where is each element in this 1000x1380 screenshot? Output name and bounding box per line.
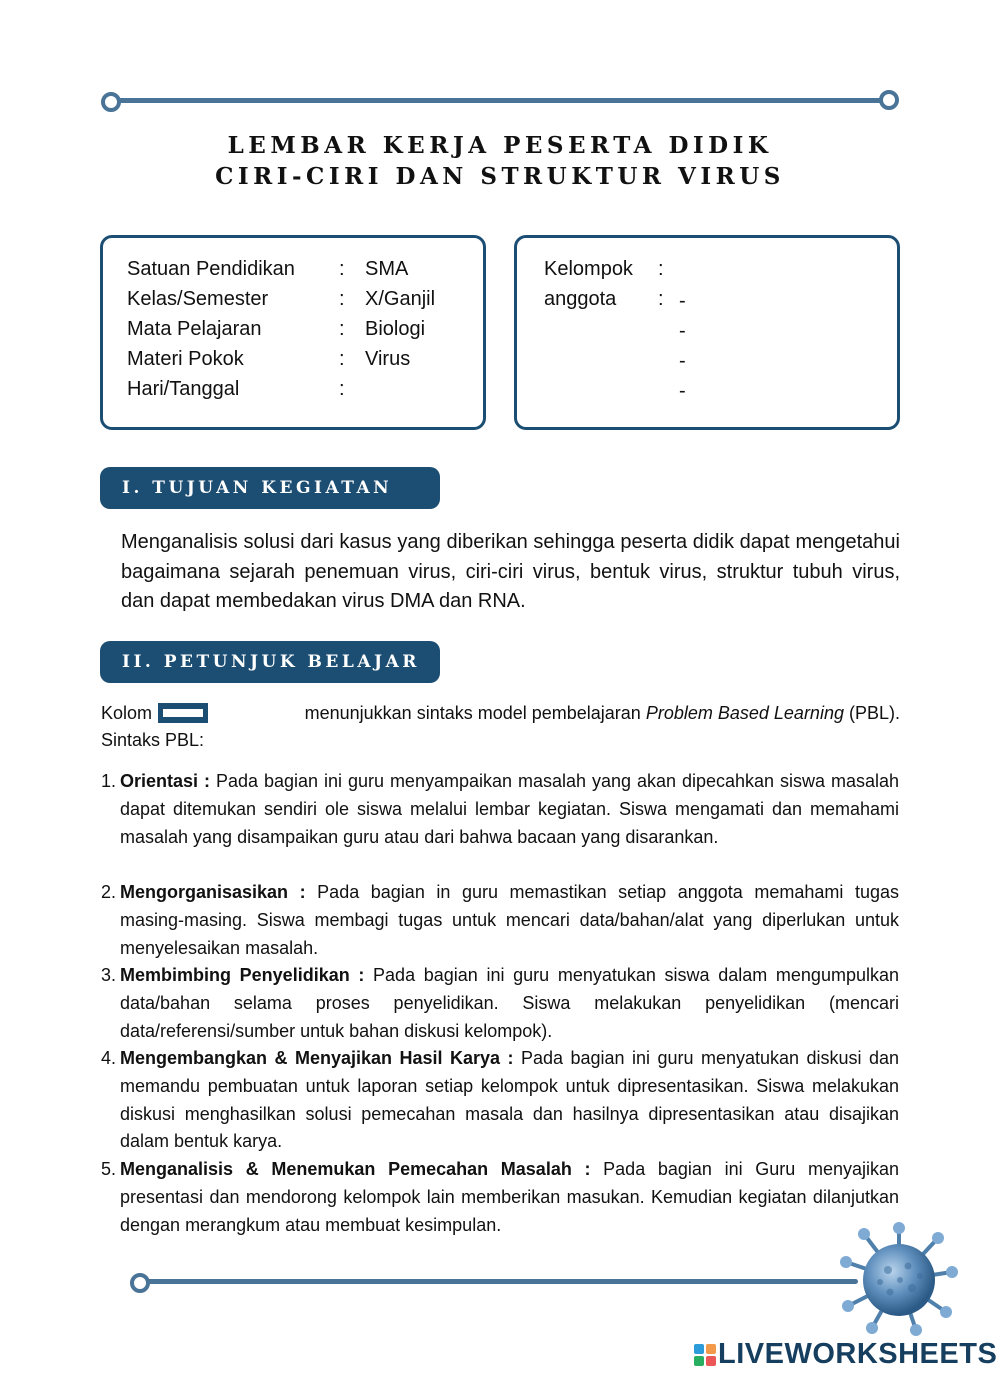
identity-label: Satuan Pendidikan — [127, 258, 295, 280]
liveworksheets-logo-icon — [694, 1344, 716, 1366]
top-rule-right-dot — [879, 90, 899, 110]
identity-value: X/Ganjil — [365, 288, 436, 310]
list-item-bold: Mengorganisasikan : — [120, 882, 306, 902]
identity-box — [100, 235, 486, 430]
list-item-text: Pada bagian ini Guru menyajikan presentasi dan mendorong kelompok lain memberikan masukan. Kemudian kegiatan dilanjutkan dengan merangkum atau membuat kesimpulan. — [120, 1159, 900, 1235]
petunjuk-intro-line1 — [101, 700, 900, 727]
list-item-body — [120, 879, 899, 962]
list-item-body — [120, 1045, 899, 1156]
identity-colon: : — [339, 288, 345, 310]
group-box — [514, 235, 900, 430]
list-item-bold: Membimbing Penyelidikan : — [120, 965, 365, 985]
section-header-petunjuk: II. PETUNJUK BELAJAR — [100, 641, 440, 683]
page-title: LEMBAR KERJA PESERTA DIDIK — [227, 132, 773, 159]
identity-colon: : — [339, 258, 345, 280]
list-item-number: 4. — [101, 1048, 117, 1068]
petunjuk-intro-group — [101, 700, 216, 727]
intro-end-text: (PBL). — [848, 703, 900, 723]
intro-after-group — [305, 700, 900, 727]
page-subtitle: CIRI-CIRI DAN STRUKTUR VIRUS — [215, 163, 785, 190]
list-item-number: 1. — [101, 771, 117, 791]
group-member: - — [679, 290, 686, 312]
bottom-rule-line — [138, 1279, 858, 1284]
top-rule-left-dot — [101, 92, 121, 112]
identity-value: Virus — [365, 348, 411, 370]
kolom-marker-box — [158, 703, 208, 723]
identity-label: Materi Pokok — [127, 348, 244, 370]
virus-icon — [838, 1222, 960, 1338]
identity-label: Hari/Tanggal — [127, 378, 240, 400]
top-rule-line — [108, 98, 890, 103]
list-item-text: Pada bagian in guru memastikan setiap anggota memahami tugas masing-masing. Siswa membagi tugas untuk mencari data/bahan/alat yang diperlukan untuk menyelesaikan masalah. — [120, 882, 899, 958]
list-item-bold: Menganalisis & Menemukan Pemecahan Masalah : — [120, 1159, 591, 1179]
list-item-number: 2. — [101, 882, 117, 902]
intro-line2: Sintaks PBL: — [101, 730, 205, 750]
group-member: - — [679, 350, 686, 372]
identity-label: Mata Pelajaran — [127, 318, 262, 340]
intro-before-text: Kolom — [101, 703, 153, 723]
group-anggota-label: anggota — [544, 288, 617, 310]
list-item-bold: Orientasi : — [120, 771, 210, 791]
list-item-number: 5. — [101, 1159, 117, 1179]
section-header-tujuan: I. TUJUAN KEGIATAN — [100, 467, 440, 509]
group-member: - — [679, 380, 686, 402]
list-item-body — [120, 768, 899, 851]
bottom-rule-left-dot — [130, 1273, 150, 1293]
intro-italic-text: Problem Based Learning — [645, 703, 844, 723]
identity-colon: : — [339, 348, 345, 370]
group-kelompok-label: Kelompok — [544, 258, 633, 280]
intro-after-text: menunjukkan sintaks model pembelajaran — [304, 703, 641, 723]
list-item-text: Pada bagian ini guru menyampaikan masalah yang akan dipecahkan siswa masalah dapat ditemukan sendiri ole siswa melalui lembar kegiatan. Siswa mengamati dan memahami masalah yang disampaikan guru atau dari bahwa bacaan yang disarankan. — [120, 771, 900, 847]
identity-label: Kelas/Semester — [127, 288, 269, 310]
group-kelompok-colon: : — [658, 258, 664, 280]
group-member: - — [679, 320, 686, 342]
list-item-body — [120, 962, 899, 1045]
identity-colon: : — [339, 318, 345, 340]
list-item-number: 3. — [101, 965, 117, 985]
liveworksheets-brand[interactable]: LIVEWORKSHEETS — [718, 1338, 998, 1370]
list-item-text: Pada bagian ini guru menyatukan diskusi dan memandu pembuatan untuk laporan setiap kelompok untuk dipresentasikan. Siswa melakukan diskusi menghasilkan solusi pemecahan masala dan hasilnya dipresentasikan atau disajikan dalam bentuk karya. — [120, 1048, 899, 1152]
tujuan-text: Menganalisis solusi dari kasus yang diberikan sehingga peserta didik dapat mengetahui bagaimana sejarah penemuan virus, ciri-ciri virus, bentuk virus, struktur tubuh virus, dan dapat membedakan virus DMA dan RNA. — [121, 531, 900, 612]
petunjuk-intro — [101, 700, 901, 754]
identity-value: Biologi — [365, 318, 426, 340]
group-anggota-colon: : — [658, 288, 664, 310]
list-item-text: Pada bagian ini guru menyatukan siswa dalam mengumpulkan data/bahan selama proses penyelidikan. Siswa melakukan penyelidikan (mencari data/referensi/sumber untuk bahan diskusi kelompok). — [120, 965, 899, 1041]
list-item-bold: Mengembangkan & Menyajikan Hasil Karya : — [120, 1048, 514, 1068]
identity-value: SMA — [365, 258, 409, 280]
identity-colon: : — [339, 378, 345, 400]
list-item-body — [120, 1156, 899, 1239]
